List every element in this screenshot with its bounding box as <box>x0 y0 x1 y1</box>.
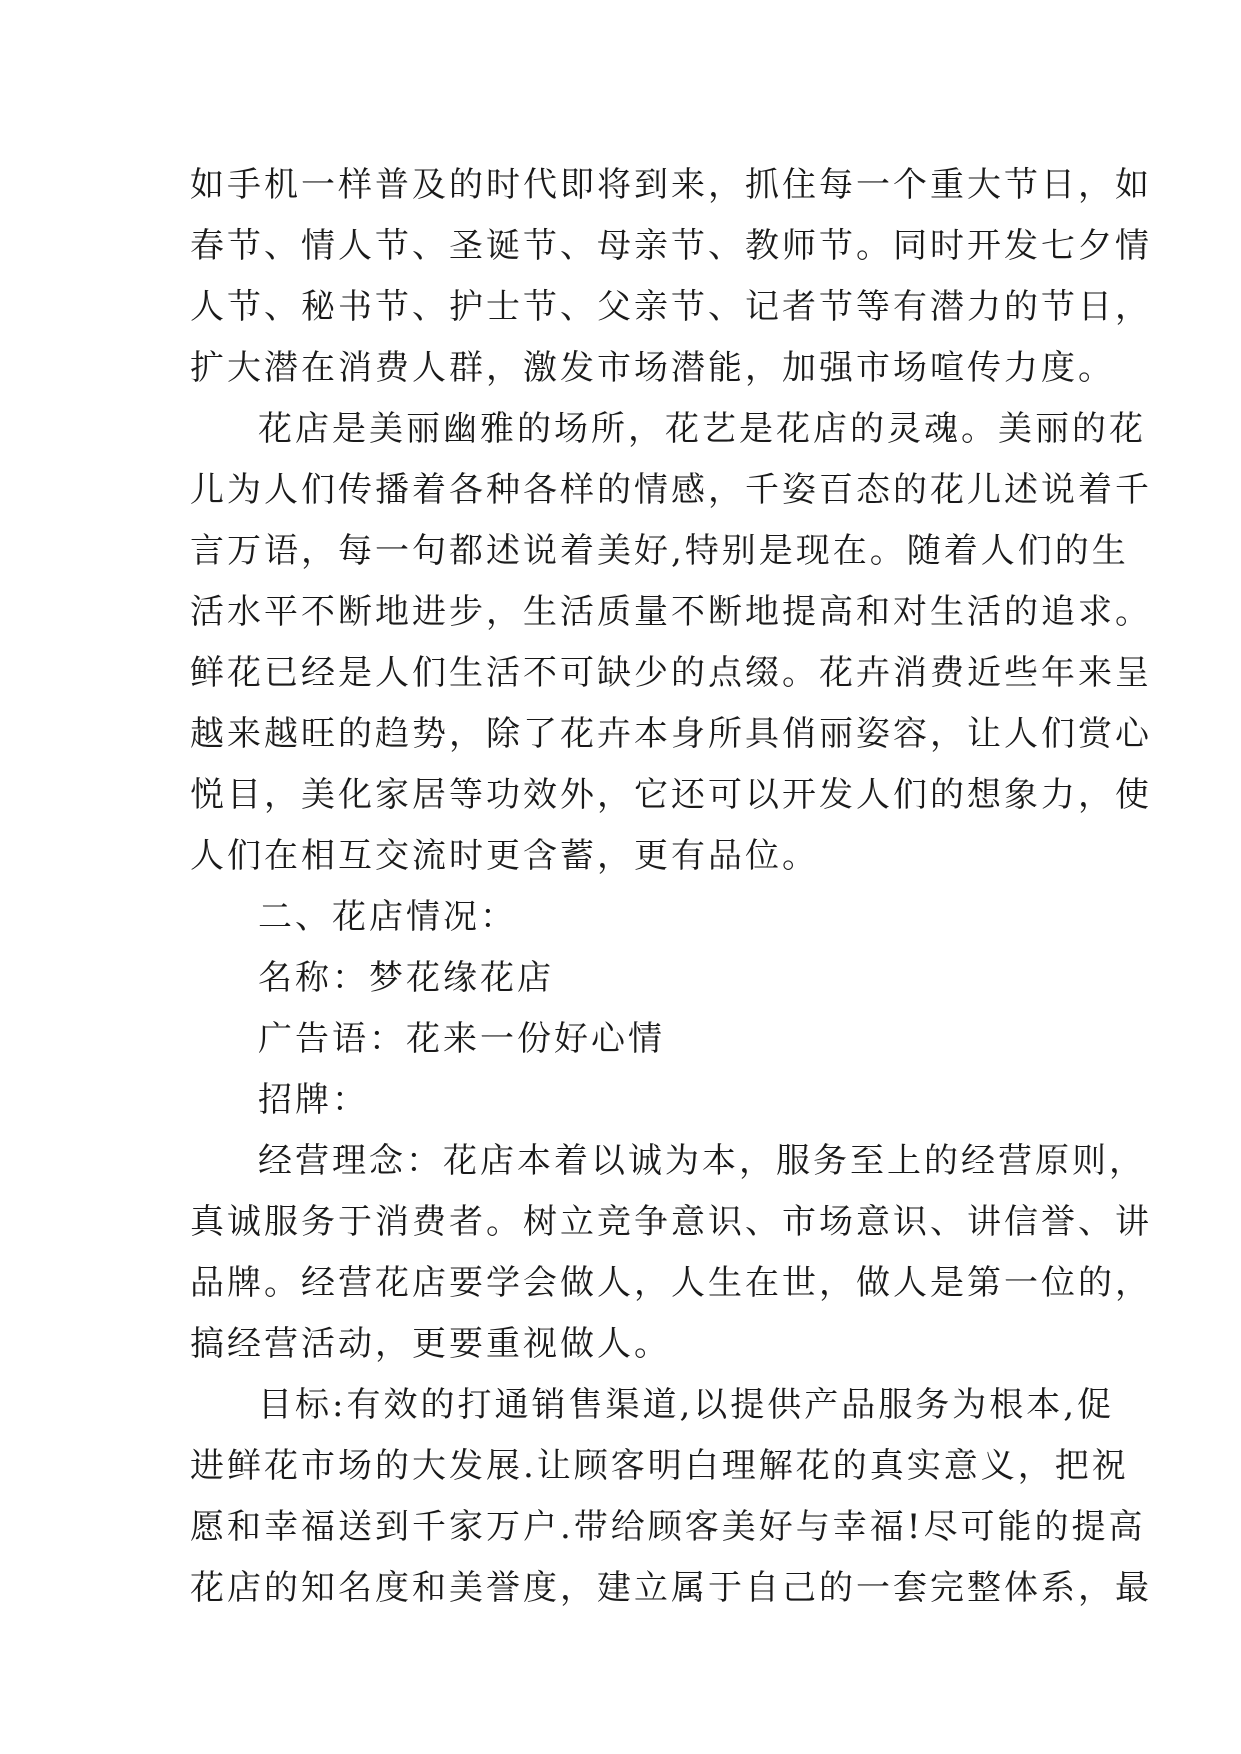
document-body <box>190 155 1152 1619</box>
text-line: 越来越旺的趋势，除了花卉本身所具俏丽姿容，让人们赏心 <box>190 714 1152 754</box>
text-line: 真诚服务于消费者。树立竞争意识、市场意识、讲信誉、讲 <box>190 1202 1152 1242</box>
shop-name: 名称：梦花缘花店 <box>258 958 554 998</box>
signboard: 招牌： <box>258 1080 369 1120</box>
text-line: 人们在相互交流时更含蓄，更有品位。 <box>190 836 819 876</box>
text-line: 言万语，每一句都述说着美好,特别是现在。随着人们的生 <box>190 531 1129 571</box>
slogan: 广告语：花来一份好心情 <box>258 1019 665 1059</box>
text-line: 儿为人们传播着各种各样的情感，千姿百态的花儿述说着千 <box>190 470 1152 510</box>
text-line: 品牌。经营花店要学会做人，人生在世，做人是第一位的， <box>190 1263 1152 1303</box>
text-line: 愿和幸福送到千家万户.带给顾客美好与幸福!尽可能的提高 <box>190 1507 1146 1547</box>
text-line: 鲜花已经是人们生活不可缺少的点缀。花卉消费近些年来呈 <box>190 653 1152 693</box>
text-line: 人节、秘书节、护士节、父亲节、记者节等有潜力的节日， <box>190 287 1152 327</box>
text-line: 悦目，美化家居等功效外，它还可以开发人们的想象力，使 <box>190 775 1152 815</box>
text-line: 搞经营活动，更要重视做人。 <box>190 1324 671 1364</box>
text-line: 花店的知名度和美誉度，建立属于自己的一套完整体系，最 <box>190 1568 1152 1608</box>
text-line: 进鲜花市场的大发展.让顾客明白理解花的真实意义，把祝 <box>190 1446 1129 1486</box>
paragraph-first-line: 花店是美丽幽雅的场所，花艺是花店的灵魂。美丽的花 <box>258 409 1146 449</box>
text-line: 春节、情人节、圣诞节、母亲节、教师节。同时开发七夕情 <box>190 226 1152 266</box>
section-heading: 二、花店情况： <box>258 897 517 937</box>
paragraph-first-line: 经营理念：花店本着以诚为本，服务至上的经营原则， <box>258 1141 1146 1181</box>
text-line: 扩大潜在消费人群，激发市场潜能，加强市场喧传力度。 <box>190 348 1115 388</box>
text-line: 活水平不断地进步，生活质量不断地提高和对生活的追求。 <box>190 592 1152 632</box>
paragraph-first-line: 目标:有效的打通销售渠道,以提供产品服务为根本,促 <box>258 1385 1115 1425</box>
text-line: 如手机一样普及的时代即将到来，抓住每一个重大节日，如 <box>190 165 1152 205</box>
